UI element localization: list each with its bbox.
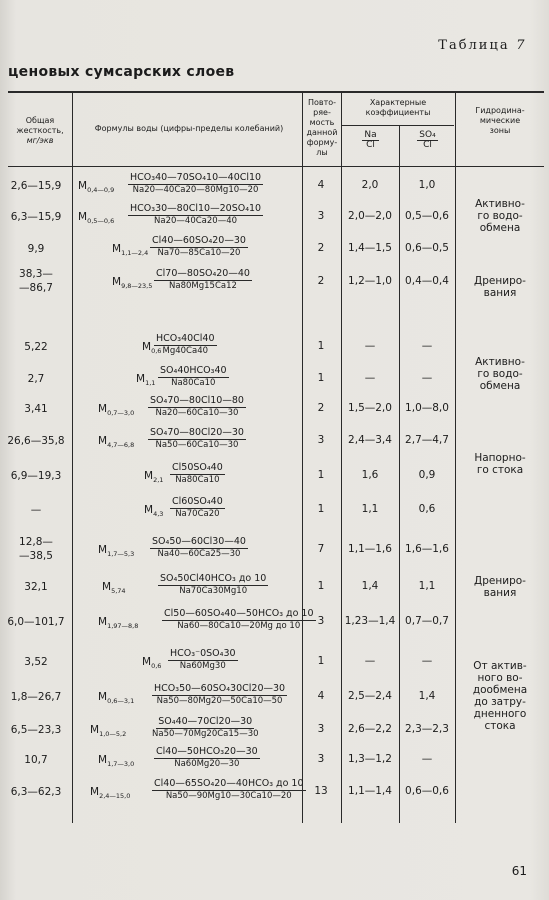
hardness-value: 6,5—23,3 <box>10 724 62 736</box>
repeat-count: 1 <box>317 580 325 592</box>
page-heading: ценовых сумсарских слоев <box>8 64 235 80</box>
hardness-value: 6,0—101,7 <box>7 616 65 628</box>
mineralization-range: 1,97—8,8 <box>107 622 139 631</box>
zone-line: вания <box>483 287 517 299</box>
header-ratio1-num: Na <box>364 130 377 140</box>
hydrodynamic-zone <box>457 198 543 234</box>
ion-fraction <box>154 333 217 357</box>
water-formula <box>76 496 302 530</box>
hardness-value: 3,52 <box>24 656 48 668</box>
mineralization-range: 2,4—15,0 <box>99 792 131 801</box>
hardness-value: 6,3—15,9 <box>10 211 62 223</box>
column-divider-2 <box>302 93 303 823</box>
hardness-cell <box>0 615 72 629</box>
mineralization-range: 4,7—6,8 <box>107 441 135 450</box>
mineralization <box>136 373 155 387</box>
ion-fraction <box>170 462 225 486</box>
cations: Na70—85Ca10—20 <box>157 248 241 258</box>
zone-line: го водо- <box>477 210 523 222</box>
mineralization-range: 9,8—23,5 <box>121 282 153 291</box>
water-formula <box>76 536 302 570</box>
zone-line: стока <box>484 720 516 732</box>
header-ratio1-den: Cl <box>366 140 375 150</box>
header-ratio2-den: Cl <box>423 140 432 150</box>
mineralization-symbol: M <box>78 211 88 223</box>
ratio-so4-cl: — <box>421 340 433 352</box>
ratio-so4-cl: 0,7—0,7 <box>405 615 449 627</box>
hardness-value-cont: —86,7 <box>19 282 53 294</box>
repeat-count: 3 <box>317 723 325 735</box>
header-hardness-unit: мг/экв <box>26 136 54 145</box>
ratio-so4-cl: 2,7—4,7 <box>405 434 449 446</box>
hardness-value: 2,7 <box>27 373 45 385</box>
mineralization <box>142 656 161 670</box>
hardness-cell <box>0 535 72 563</box>
mineralization-range: 1,1—2,4 <box>121 249 149 258</box>
hardness-value: 1,8—26,7 <box>10 691 62 703</box>
mineralization <box>98 544 134 558</box>
ratio-so4-cl: 1,0—8,0 <box>405 402 449 414</box>
mineralization-symbol: M <box>142 656 152 668</box>
anions: HCO₃40Cl40 <box>156 333 215 344</box>
ratio-na-cl: 1,3—1,2 <box>348 753 392 765</box>
mineralization <box>102 581 126 595</box>
repeat-count: 1 <box>317 372 325 384</box>
hardness-value: 32,1 <box>24 581 48 593</box>
zone-line: Дрениро- <box>474 275 526 287</box>
hardness-value: 6,9—19,3 <box>10 470 62 482</box>
repeat-count: 1 <box>317 655 325 667</box>
water-formula <box>76 683 302 717</box>
header-ratio-so4-cl <box>400 130 455 150</box>
hardness-cell <box>0 434 72 448</box>
ratio-so4-cl: 1,6—1,6 <box>405 543 449 555</box>
hardness-cell <box>0 723 72 737</box>
ratio-na-cl: 1,1 <box>361 503 379 515</box>
repeat-count: 2 <box>317 242 325 254</box>
hardness-value: 38,3— <box>19 268 53 280</box>
anions: SO₄50—60Cl30—40 <box>152 536 246 547</box>
header-count-l2: ряе- <box>313 108 331 117</box>
ratio-na-cl: 1,6 <box>361 469 379 481</box>
ratio-na-cl: 2,5—2,4 <box>348 690 392 702</box>
mineralization-symbol: M <box>98 435 108 447</box>
ratio-so4-cl: — <box>421 372 433 384</box>
header-count-l1: Повто- <box>307 98 337 107</box>
header-hardness-l2: жесткость, <box>16 126 64 135</box>
cations: Na60Mg20—30 <box>174 759 240 769</box>
zone-line: ного во- <box>477 672 523 684</box>
mineralization-symbol: M <box>98 544 108 556</box>
mineralization <box>78 180 114 194</box>
cations: Na20—60Ca10—30 <box>155 408 239 418</box>
hardness-value: 3,41 <box>24 403 48 415</box>
water-formula <box>76 716 302 750</box>
ratio-na-cl: 1,4—1,5 <box>348 242 392 254</box>
column-divider-5 <box>455 93 456 823</box>
anions: HCO₃40—70SO₄10—40Cl10 <box>130 172 262 183</box>
mineralization-symbol: M <box>98 403 108 415</box>
hardness-cell <box>0 503 72 517</box>
mineralization <box>98 754 134 768</box>
ratio-na-cl: 2,0 <box>361 179 379 191</box>
hardness-cell <box>0 210 72 224</box>
cations: Na50—60Ca10—30 <box>155 440 239 450</box>
mineralization <box>90 786 130 800</box>
hydrodynamic-zone <box>457 660 543 732</box>
ratio-so4-cl: 0,6 <box>418 503 436 515</box>
mineralization-symbol: M <box>112 276 122 288</box>
hardness-value: 6,3—62,3 <box>10 786 62 798</box>
mineralization <box>98 435 134 449</box>
mineralization-range: 0,4—0,9 <box>87 186 115 195</box>
table-caption <box>438 38 527 53</box>
header-count-l5: форму- <box>306 138 338 147</box>
hardness-cell <box>0 469 72 483</box>
water-formula <box>76 268 302 302</box>
zone-line: го стока <box>476 464 524 476</box>
water-formula <box>76 608 314 642</box>
anions: SO₄40HCO₃40 <box>160 365 227 376</box>
header-formulas: Формулы воды (цифры-пределы колебаний) <box>94 124 284 133</box>
anions: HCO₃50—60SO₄30Cl20—30 <box>154 683 286 694</box>
cations: Na80Mg15Ca12 <box>169 281 237 291</box>
ratio-na-cl: 1,1—1,4 <box>348 785 392 797</box>
cations: Mg40Ca40 <box>162 346 209 356</box>
zone-line: обмена <box>479 222 521 234</box>
cations: Na50—90Mg10—30Ca10—20 <box>165 791 292 801</box>
mineralization-symbol: M <box>98 754 108 766</box>
mineralization <box>112 276 152 290</box>
repeat-count: 4 <box>317 690 325 702</box>
ratio-so4-cl: 1,0 <box>418 179 436 191</box>
zone-line: дненного <box>473 708 527 720</box>
hydrodynamic-zone <box>457 275 543 299</box>
ion-fraction <box>128 172 263 196</box>
ratio-na-cl: — <box>364 655 376 667</box>
anions: Cl40—50HCO₃20—30 <box>156 746 258 757</box>
ratio-na-cl: 1,2—1,0 <box>348 275 392 287</box>
water-formula <box>76 462 302 496</box>
header-ratio-na-cl <box>342 130 399 150</box>
repeat-count: 3 <box>317 434 325 446</box>
zone-line: Активно- <box>475 198 525 210</box>
ratio-na-cl: 1,23—1,4 <box>344 615 396 627</box>
mineralization-range: 1,7—5,3 <box>107 550 135 559</box>
ratio-na-cl: — <box>364 340 376 352</box>
water-formula <box>76 395 302 429</box>
hydrodynamic-zone <box>457 575 543 599</box>
ion-fraction <box>152 683 287 707</box>
ion-fraction <box>150 235 248 259</box>
anions: Cl40—65SO₄20—40HCO₃ до 10 <box>154 778 304 789</box>
ion-fraction <box>154 268 252 292</box>
ratio-so4-cl: 0,6—0,6 <box>405 785 449 797</box>
header-coeffs <box>342 98 454 118</box>
mineralization-range: 5,74 <box>111 587 126 596</box>
hardness-cell <box>0 580 72 594</box>
mineralization-symbol: M <box>136 373 146 385</box>
mineralization <box>98 403 134 417</box>
mineralization <box>144 504 163 518</box>
ion-fraction <box>170 496 225 520</box>
repeat-count: 1 <box>317 503 325 515</box>
anions: SO₄50Cl40HCO₃ до 10 <box>160 573 267 584</box>
header-zones <box>457 106 543 136</box>
anions: HCO₃30—80Cl10—20SO₄10 <box>130 203 262 214</box>
ion-fraction <box>148 427 246 451</box>
repeat-count: 2 <box>317 275 325 287</box>
table-caption-number: 7 <box>516 38 527 53</box>
mineralization-range: 1,0—5,2 <box>99 730 127 739</box>
ratio-so4-cl: 0,5—0,6 <box>405 210 449 222</box>
mineralization-symbol: M <box>90 724 100 736</box>
zone-line: вания <box>483 587 517 599</box>
hardness-cell <box>0 242 72 256</box>
header-count-l4: данной <box>306 128 338 137</box>
repeat-count: 4 <box>317 179 325 191</box>
hardness-value: — <box>30 504 42 516</box>
ratio-so4-cl: 2,3—2,3 <box>405 723 449 735</box>
ratio-na-cl: 1,4 <box>361 580 379 592</box>
hardness-cell <box>0 340 72 354</box>
mineralization-range: 2,1 <box>153 476 164 485</box>
header-zones-l3: зоны <box>489 126 511 135</box>
ion-fraction <box>150 536 248 560</box>
ratio-na-cl: 2,4—3,4 <box>348 434 392 446</box>
mineralization <box>78 211 114 225</box>
cations: Na60Mg30 <box>179 661 226 671</box>
mineralization-symbol: M <box>144 470 154 482</box>
cations: Na50—70Mg20Ca15—30 <box>152 729 259 739</box>
anions: HCO₃⁻0SO₄30 <box>170 648 236 659</box>
mineralization-range: 0,7—3,0 <box>107 409 135 418</box>
mineralization-range: 1,1 <box>145 379 156 388</box>
header-hardness-l1: Общая <box>25 116 55 125</box>
water-formula <box>76 648 302 682</box>
ratio-so4-cl: 0,9 <box>418 469 436 481</box>
header-count-l3: мость <box>309 118 335 127</box>
zone-line: дообмена <box>472 684 528 696</box>
ion-fraction <box>152 716 259 740</box>
header-zones-l1: Гидродина- <box>475 106 525 115</box>
zone-line: го водо- <box>477 368 523 380</box>
ratio-so4-cl: — <box>421 655 433 667</box>
mineralization-symbol: M <box>142 341 152 353</box>
anions: SO₄70—80Cl10—80 <box>150 395 244 406</box>
hardness-cell <box>0 690 72 704</box>
zone-line: обмена <box>479 380 521 392</box>
hardness-cell <box>0 372 72 386</box>
anions: Cl50SO₄40 <box>172 462 223 473</box>
header-bottom-rule <box>8 166 544 167</box>
mineralization-range: 1,7—3,0 <box>107 760 135 769</box>
hardness-value: 9,9 <box>27 243 45 255</box>
coeffs-sub-rule <box>342 125 454 126</box>
column-divider-1 <box>72 93 73 823</box>
water-formula <box>76 746 302 780</box>
anions: SO₄70—80Cl20—30 <box>150 427 244 438</box>
ion-fraction <box>158 573 268 597</box>
ion-fraction <box>148 395 246 419</box>
zone-line: Активно- <box>475 356 525 368</box>
zone-line: Дрениро- <box>474 575 526 587</box>
repeat-count: 1 <box>317 340 325 352</box>
hydrodynamic-zone <box>457 356 543 392</box>
cations: Na20—40Ca20—80Mg10—20 <box>132 185 259 195</box>
hardness-value: 26,6—35,8 <box>7 435 65 447</box>
ion-fraction <box>154 746 260 770</box>
ratio-na-cl: — <box>364 372 376 384</box>
table-top-rule <box>8 91 544 93</box>
water-formula <box>76 333 302 367</box>
repeat-count: 13 <box>314 785 328 797</box>
header-coeffs-l2: коэффициенты <box>365 108 431 117</box>
header-coeffs-l1: Характерные <box>369 98 427 107</box>
ion-fraction <box>158 365 229 389</box>
ion-fraction <box>152 778 306 802</box>
mineralization <box>90 724 126 738</box>
repeat-count: 3 <box>317 615 325 627</box>
mineralization-symbol: M <box>144 504 154 516</box>
water-formula <box>76 573 302 607</box>
cations: Na80Ca10 <box>175 475 220 485</box>
header-hardness <box>8 116 72 146</box>
water-formula <box>76 365 302 399</box>
header-zones-l2: мические <box>479 116 521 125</box>
mineralization <box>112 243 148 257</box>
hardness-cell <box>0 267 72 295</box>
hardness-cell <box>0 753 72 767</box>
anions: Cl50—60SO₄40—50HCO₃ до 10 <box>164 608 314 619</box>
repeat-count: 3 <box>317 753 325 765</box>
repeat-count: 1 <box>317 469 325 481</box>
ratio-so4-cl: — <box>421 753 433 765</box>
header-count-l6: лы <box>316 148 328 157</box>
ratio-na-cl: 1,1—1,6 <box>348 543 392 555</box>
mineralization-range: 0,6 <box>151 662 162 671</box>
water-formula <box>76 778 302 812</box>
hardness-cell <box>0 655 72 669</box>
ratio-so4-cl: 1,4 <box>418 690 436 702</box>
cations: Na70Ca20 <box>175 509 220 519</box>
hardness-cell <box>0 402 72 416</box>
hardness-cell <box>0 179 72 193</box>
mineralization-symbol: M <box>90 786 100 798</box>
mineralization <box>144 470 163 484</box>
column-divider-3 <box>341 93 342 823</box>
ratio-na-cl: 1,5—2,0 <box>348 402 392 414</box>
mineralization <box>98 616 138 630</box>
mineralization-symbol: M <box>112 243 122 255</box>
ion-fraction <box>162 608 316 632</box>
hardness-value: 12,8— <box>19 536 53 548</box>
cations: Na50—80Mg20—50Ca10—50 <box>156 696 283 706</box>
ratio-so4-cl: 0,6—0,5 <box>405 242 449 254</box>
repeat-count: 3 <box>317 210 325 222</box>
table-caption-word: Таблица <box>438 38 510 53</box>
mineralization-symbol: M <box>98 691 108 703</box>
anions: SO₄40—70Cl20—30 <box>158 716 253 727</box>
mineralization-symbol: M <box>102 581 112 593</box>
mineralization <box>98 691 134 705</box>
zone-line: до затру- <box>474 696 526 708</box>
header-count <box>302 98 342 158</box>
anions: Cl70—80SO₄20—40 <box>156 268 250 279</box>
water-formula <box>76 203 302 237</box>
repeat-count: 2 <box>317 402 325 414</box>
repeat-count: 7 <box>317 543 325 555</box>
cations: Na70Ca30Mg10 <box>179 586 248 596</box>
anions: Cl40—60SO₄20—30 <box>152 235 246 246</box>
hardness-value: 2,6—15,9 <box>10 180 62 192</box>
cations: Na80Ca10 <box>171 378 216 388</box>
hardness-value: 10,7 <box>24 754 48 766</box>
hydrodynamic-zone <box>457 452 543 476</box>
cations: Na40—60Ca25—30 <box>157 549 241 559</box>
zone-line: От актив- <box>473 660 527 672</box>
ion-fraction <box>168 648 238 672</box>
anions: Cl60SO₄40 <box>172 496 223 507</box>
mineralization-symbol: M <box>98 616 108 628</box>
hardness-value-cont: —38,5 <box>19 550 53 562</box>
hardness-value: 5,22 <box>24 341 48 353</box>
header-ratio2-num: SO₄ <box>419 130 436 140</box>
water-formula <box>76 172 302 206</box>
cations: Na20—40Ca20—40 <box>154 216 238 226</box>
mineralization-range: 0,6 <box>151 347 162 356</box>
ratio-na-cl: 2,6—2,2 <box>348 723 392 735</box>
cations: Na60—80Ca10—20Mg до 10 <box>177 621 301 631</box>
page-number: 61 <box>511 864 527 878</box>
mineralization-range: 0,6—3,1 <box>107 697 135 706</box>
mineralization-range: 4,3 <box>153 510 164 519</box>
ion-fraction <box>128 203 263 227</box>
ratio-na-cl: 2,0—2,0 <box>348 210 392 222</box>
water-formula <box>76 427 302 461</box>
zone-line: Напорно- <box>474 452 526 464</box>
mineralization-symbol: M <box>78 180 88 192</box>
mineralization-range: 0,5—0,6 <box>87 217 115 226</box>
water-formula <box>76 235 302 269</box>
hardness-cell <box>0 785 72 799</box>
ratio-so4-cl: 0,4—0,4 <box>405 275 449 287</box>
ratio-so4-cl: 1,1 <box>418 580 436 592</box>
